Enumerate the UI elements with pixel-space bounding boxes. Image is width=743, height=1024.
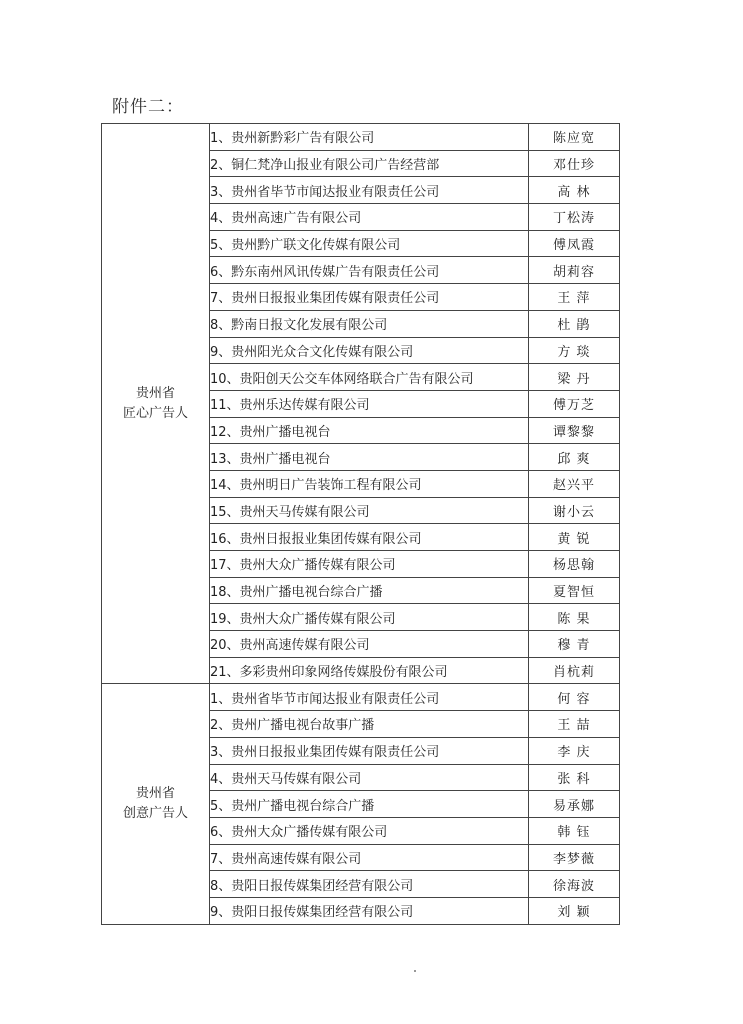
- person-name-cell: 李 庆: [529, 737, 620, 764]
- organization-cell: 10、贵阳创天公交车体网络联合广告有限公司: [210, 364, 529, 391]
- category-label-line: 贵州省: [135, 786, 175, 802]
- organization-cell: 18、贵州广播电视台综合广播: [210, 577, 529, 604]
- person-name-cell: 邱 爽: [529, 444, 620, 471]
- person-name-cell: 易承娜: [529, 791, 620, 818]
- person-name-cell: 方 琰: [529, 337, 620, 364]
- organization-cell: 8、黔南日报文化发展有限公司: [210, 310, 529, 337]
- organization-cell: 16、贵州日报报业集团传媒有限公司: [210, 524, 529, 551]
- organization-cell: 8、贵阳日报传媒集团经营有限公司: [210, 871, 529, 898]
- organization-cell: 2、贵州广播电视台故事广播: [210, 711, 529, 738]
- roster-body: [102, 124, 620, 925]
- organization-cell: 14、贵州明日广告装饰工程有限公司: [210, 470, 529, 497]
- organization-cell: 15、贵州天马传媒有限公司: [210, 497, 529, 524]
- organization-cell: 19、贵州大众广播传媒有限公司: [210, 604, 529, 631]
- person-name-cell: 肖杭莉: [529, 657, 620, 684]
- organization-cell: 13、贵州广播电视台: [210, 444, 529, 471]
- category-label-line: 贵州省: [135, 385, 175, 401]
- person-name-cell: 黄 锐: [529, 524, 620, 551]
- organization-cell: 7、贵州日报报业集团传媒有限责任公司: [210, 284, 529, 311]
- person-name-cell: 王 萍: [529, 284, 620, 311]
- organization-cell: 3、贵州省毕节市闻达报业有限责任公司: [210, 177, 529, 204]
- person-name-cell: 谭黎黎: [529, 417, 620, 444]
- person-name-cell: 赵兴平: [529, 470, 620, 497]
- category-label-line: 匠心广告人: [122, 405, 188, 421]
- person-name-cell: 傅万芝: [529, 390, 620, 417]
- organization-cell: 5、贵州黔广联文化传媒有限公司: [210, 230, 529, 257]
- organization-cell: 3、贵州日报报业集团传媒有限责任公司: [210, 737, 529, 764]
- organization-cell: 11、贵州乐达传媒有限公司: [210, 390, 529, 417]
- organization-cell: 9、贵阳日报传媒集团经营有限公司: [210, 897, 529, 924]
- person-name-cell: 夏智恒: [529, 577, 620, 604]
- person-name-cell: 穆 青: [529, 631, 620, 658]
- person-name-cell: 丁松涛: [529, 204, 620, 231]
- person-name-cell: 胡莉容: [529, 257, 620, 284]
- organization-cell: 1、贵州新黔彩广告有限公司: [210, 124, 529, 151]
- person-name-cell: 刘 颖: [529, 897, 620, 924]
- person-name-cell: 陈 果: [529, 604, 620, 631]
- person-name-cell: 李梦薇: [529, 844, 620, 871]
- table-row: [102, 684, 620, 711]
- organization-cell: 21、多彩贵州印象网络传媒股份有限公司: [210, 657, 529, 684]
- person-name-cell: 高 林: [529, 177, 620, 204]
- organization-cell: 9、贵州阳光众合文化传媒有限公司: [210, 337, 529, 364]
- award-roster-table: [101, 123, 620, 925]
- person-name-cell: 谢小云: [529, 497, 620, 524]
- person-name-cell: 王 喆: [529, 711, 620, 738]
- person-name-cell: 梁 丹: [529, 364, 620, 391]
- person-name-cell: 韩 钰: [529, 817, 620, 844]
- person-name-cell: 傅凤霞: [529, 230, 620, 257]
- organization-cell: 17、贵州大众广播传媒有限公司: [210, 551, 529, 578]
- organization-cell: 7、贵州高速传媒有限公司: [210, 844, 529, 871]
- organization-cell: 4、贵州天马传媒有限公司: [210, 764, 529, 791]
- organization-cell: 2、铜仁梵净山报业有限公司广告经营部: [210, 150, 529, 177]
- category-label-line: 创意广告人: [122, 806, 188, 822]
- organization-cell: 20、贵州高速传媒有限公司: [210, 631, 529, 658]
- organization-cell: 1、贵州省毕节市闻达报业有限责任公司: [210, 684, 529, 711]
- table-row: [102, 124, 620, 151]
- organization-cell: 5、贵州广播电视台综合广播: [210, 791, 529, 818]
- person-name-cell: 徐海波: [529, 871, 620, 898]
- person-name-cell: 杜 鹃: [529, 310, 620, 337]
- category-cell: [102, 684, 210, 924]
- person-name-cell: 陈应宽: [529, 124, 620, 151]
- organization-cell: 12、贵州广播电视台: [210, 417, 529, 444]
- category-cell: [102, 124, 210, 684]
- organization-cell: 4、贵州高速广告有限公司: [210, 204, 529, 231]
- person-name-cell: 杨思翰: [529, 551, 620, 578]
- organization-cell: 6、贵州大众广播传媒有限公司: [210, 817, 529, 844]
- organization-cell: 6、黔东南州风讯传媒广告有限责任公司: [210, 257, 529, 284]
- person-name-cell: 张 科: [529, 764, 620, 791]
- page-title: 附件二：: [112, 97, 184, 117]
- person-name-cell: 邓仕珍: [529, 150, 620, 177]
- scan-speck: [414, 970, 416, 972]
- person-name-cell: 何 容: [529, 684, 620, 711]
